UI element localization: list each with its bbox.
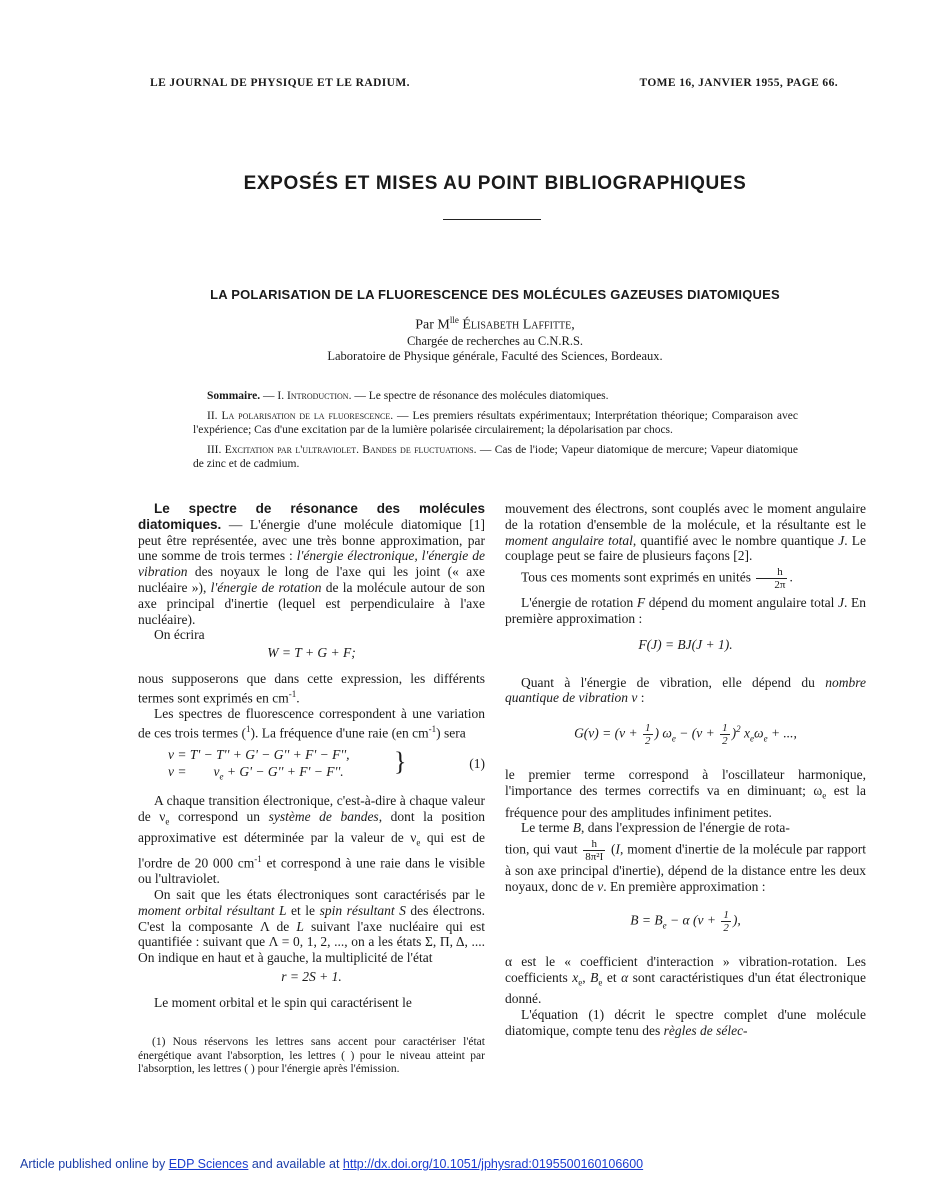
para-moment: Le moment orbital et le spin qui caractérisent le (154, 994, 412, 1010)
journal-name: LE JOURNAL DE PHYSIQUE ET LE RADIUM. (150, 77, 410, 89)
summary-part-2 (193, 409, 798, 437)
equation-b (505, 909, 866, 934)
para-etats-c: des électrons. C'est la composante Λ de (138, 902, 485, 934)
para-etats-b: et le (286, 902, 320, 918)
para-premier-terme (505, 767, 866, 820)
para-rotation-c: . En première approximation : (505, 595, 867, 626)
footnote-mark: (1) (152, 1036, 166, 1048)
para-cm (138, 671, 485, 706)
affiliation (0, 334, 930, 364)
footnote (138, 1036, 485, 1077)
summary-part-3 (193, 443, 798, 471)
footnote-text: Nous réservons les lettres sans accent pour caractériser l'état énergétique avant l'absorption, les lettres ( ) pour le niveau atteint par l'absorption, les lettres ( ) pour l'énergie après l'émission. (138, 1036, 485, 1075)
para-vibration (505, 675, 866, 707)
equation-multiplicity: r = 2S + 1. (281, 969, 342, 984)
eq5-f: ω (754, 725, 764, 741)
para-premier-terme-b: est la fréquence pour des amplitudes infiniment petites. (505, 783, 866, 820)
para-spectres (138, 706, 485, 741)
right-column (505, 501, 866, 1038)
eq5-sup: 2 (736, 724, 741, 735)
para-etats-em-2: spin résultant S (319, 902, 406, 918)
summary-lead: Sommaire. (207, 390, 261, 402)
para-alpha-em-3: α (621, 969, 629, 985)
para-etats-em-3: L (296, 918, 304, 934)
equation-brace: } (394, 747, 407, 777)
summary-head-2: La polarisation de la fluorescence. (221, 410, 394, 422)
para-alpha-a: α est le « coefficient d'interaction » vibration-rotation. Les coefficients (505, 953, 866, 985)
byline-par: Par M (415, 317, 450, 333)
para-terme-b-em: B (572, 820, 581, 836)
article-title: LA POLARISATION DE LA FLUORESCENCE DES MOLÉCULES GAZEUSES DIATOMIQUES (210, 287, 780, 302)
doi-link[interactable]: http://dx.doi.org/10.1051/jphysrad:0195500160106600 (342, 1157, 644, 1171)
eq5-frac-1 (643, 722, 653, 747)
eq5-a: G(v) = (v + (574, 725, 642, 741)
eq5-c: − (v + (675, 725, 719, 741)
summary-dash: — I. (260, 390, 287, 402)
para-intro-text-c: de la molécule autour de son axe principal d'inertie (lequel est perpendiculaire à l'axe nucléaire). (138, 579, 485, 627)
para-equation-1-em: règles de sélec- (663, 1022, 748, 1038)
para-unites (505, 566, 866, 591)
para-vibration-em: nombre quantique de vibration v (505, 674, 866, 706)
para-alpha-b: , (582, 969, 591, 985)
para-on-ecrira: On écrira (154, 627, 205, 643)
para-unites-text: Tous ces moments sont exprimés en unités (521, 569, 752, 585)
para-couplage-b: , quantifié avec le nombre quantique (632, 532, 839, 548)
para-unites-end: . (789, 569, 793, 585)
affiliation-line-2: Laboratoire de Physique générale, Faculté des Sciences, Bordeaux. (327, 349, 663, 363)
equation-frequency-line-1: ν = T' − T'' + G' − G'' + F' − F'', (168, 747, 350, 763)
para-rotation-em-2: J (837, 595, 844, 611)
author-name: Élisabeth Laffitte, (462, 317, 575, 333)
para-transition (138, 793, 485, 887)
para-transition-c: , dont la position approximative est déterminée par la valeur de ν (138, 808, 485, 846)
para-terme-b (505, 820, 866, 836)
para-rotation-b: dépend du moment angulaire total (645, 595, 838, 611)
affiliation-line-1: Chargée de recherches au C.N.R.S. (406, 334, 584, 348)
para-terme-b-em-3: v (597, 878, 604, 894)
eq6-frac-den: 2 (723, 921, 729, 934)
para-cm-text: nous supposerons que dans cette expression, les différents termes sont exprimés en cm (138, 670, 485, 706)
eq5-d: ) (731, 725, 737, 741)
para-etats (138, 887, 485, 966)
para-alpha (505, 954, 866, 1007)
para-equation-1-a: L'équation (1) décrit le spectre complet d'une molécule diatomique, compte tenu des (505, 1006, 866, 1038)
eq6-c: ), (732, 912, 741, 928)
para-couplage-em: moment angulaire total (505, 532, 633, 548)
fraction-h-2pi-den: 2π (774, 579, 786, 592)
eq5-frac-1-num: 1 (645, 722, 651, 735)
eq6-frac-num: 1 (723, 908, 729, 921)
summary-text-2: — Les premiers résultats expérimentaux; Interprétation théorique; Comparaison avec l'expérience; Cas d'une excitation par de la lumière polarisée circulairement; la dépolarisation par chocs. (193, 410, 798, 436)
eq5-frac-2-den: 2 (722, 735, 728, 748)
eq6-a: B = B (630, 912, 663, 928)
para-alpha-sub-1: e (578, 977, 583, 988)
title-rule (443, 219, 541, 220)
para-intro-em-2: l'énergie de rotation (210, 579, 322, 595)
para-terme-b-a: Le terme (521, 820, 573, 836)
para-rotation (505, 595, 866, 627)
equation-rotation: F(J) = BJ(J + 1). (638, 636, 733, 652)
eq-nu-e-sub: e (219, 771, 224, 782)
eq6-sub: e (662, 920, 667, 930)
para-intro-text-b: des noyaux le long de l'axe qui les joint (« axe nucléaire »), (138, 564, 485, 595)
para-couplage-a: mouvement des électrons, sont couplés avec le moment angulaire de la rotation d'ensemble de la molécule, et la résultante est le (505, 501, 866, 532)
eq-nu-e: ν = ν (168, 764, 220, 780)
left-column (138, 501, 485, 1011)
para-terme-b-e: , moment d'inertie de la molécule par rapport à son axe principal d'inertie), dépend de la distance entre les deux noyaux, donc de (505, 841, 867, 894)
para-transition-d: qui est de l'ordre de 20 000 cm (138, 830, 485, 871)
summary-num-3: III. (207, 444, 225, 456)
summary-text-3: — Cas de l'iode; Vapeur diatomique de mercure; Vapeur diatomique de zinc et de cadmium. (193, 444, 798, 470)
eq5-g: + ..., (767, 725, 797, 741)
equation-vibration (505, 722, 866, 747)
footer-pre: Article published online by (20, 1157, 169, 1171)
para-alpha-em-1: x (572, 969, 579, 985)
para-transition-em: système de bandes (268, 808, 379, 824)
para-cm-sup: -1 (288, 688, 297, 699)
para-spectres-a: Les spectres de fluorescence correspondent à une variation de ces trois termes ( (138, 706, 485, 741)
para-etats-em-1: moment orbital résultant L (138, 902, 287, 918)
para-alpha-em-2: B (590, 969, 599, 985)
para-cm-end: . (296, 690, 300, 706)
eq5-e: x (740, 725, 751, 741)
edp-sciences-link[interactable]: EDP Sciences (168, 1157, 249, 1171)
para-etats-a: On sait que les états électroniques sont caractérisés par le (154, 887, 485, 903)
eq5-frac-2 (720, 722, 730, 747)
fraction-h-2pi (756, 566, 787, 591)
para-spectres-c: ) sera (436, 725, 466, 741)
eq6-frac (721, 909, 731, 934)
fraction-h-2pi-num: h (756, 566, 787, 579)
equation-frequency-line-2 (168, 764, 344, 785)
para-intro-em-1: l'énergie électronique, l'énergie de vibration (138, 548, 486, 580)
eq-nu-e-rest: + G' − G'' + F' − F''. (223, 764, 344, 780)
para-alpha-c: et (602, 969, 622, 985)
byline-mlle-sup: lle (449, 315, 459, 325)
summary-head-1: Introduction. (286, 390, 352, 402)
fraction-h-8pi2i (583, 838, 605, 863)
byline (0, 315, 930, 334)
equation-energy: W = T + G + F; (267, 645, 356, 661)
para-rotation-a: L'énergie de rotation (521, 595, 637, 611)
footer-mid: and available at (248, 1157, 343, 1171)
eq5-frac-2-num: 1 (722, 722, 728, 735)
para-premier-terme-a: le premier terme correspond à l'oscillateur harmonique, l'importance des termes correctifs va en diminuant; ω (505, 767, 866, 799)
para-terme-b-c: tion, qui vaut (505, 841, 578, 857)
para-transition-sub: e (165, 816, 170, 827)
eq5-sub-1: e (671, 733, 676, 744)
eq5-sub-3: e (763, 733, 768, 744)
fraction-h-8pi2i-den: 8π²I (585, 851, 604, 864)
eq5-sub-2: e (750, 733, 755, 744)
para-terme-b-b: , dans l'expression de l'énergie de rota- (580, 820, 790, 836)
para-couplage-em-2: J (838, 532, 845, 548)
para-terme-b-f: . En première approximation : (603, 878, 766, 894)
para-transition-a: A chaque transition électronique, c'est-à-dire à chaque valeur de ν (138, 793, 485, 824)
summary-part-1 (193, 389, 798, 403)
para-vibration-a: Quant à l'énergie de vibration, elle dépend du (521, 674, 826, 690)
summary-num-2: II. (207, 410, 222, 422)
para-etats-d: suivant l'axe nucléaire qui est quantifiée : suivant que Λ = 0, 1, 2, ..., on a les états Σ, Π, Δ, .... On indique en haut et à gauche, la multiplicité de l'état (138, 918, 485, 966)
para-spectres-b: ). La fréquence d'une raie (en cm (250, 725, 429, 741)
para-rotation-em-1: F (636, 595, 646, 611)
para-terme-b-d: ( (607, 841, 616, 857)
equation-frequency (138, 745, 485, 783)
eq6-b: − α (v + (666, 912, 720, 928)
para-transition-b: correspond un (169, 808, 269, 824)
para-terme-b-em-2: I (615, 841, 621, 857)
para-transition-sub-2: e (416, 838, 421, 849)
eq5-b: ) ω (654, 725, 672, 741)
para-alpha-d: sont caractéristiques d'un état électronique donné. (505, 969, 866, 1007)
para-transition-e: et correspond à une raie dans le visible ou l'ultraviolet. (138, 855, 485, 887)
para-equation-1 (505, 1007, 866, 1039)
para-terme-b-cont (505, 838, 866, 895)
publication-footer (20, 1157, 643, 1171)
issue-info: TOME 16, JANVIER 1955, PAGE 66. (639, 77, 838, 89)
equation-number: (1) (469, 756, 485, 772)
para-vibration-b: : (637, 690, 645, 706)
summary-head-3: Excitation par l'ultraviolet. Bandes de fluctuations. (224, 444, 477, 456)
para-couplage (505, 501, 866, 564)
para-couplage-c: . Le couplage peut se faire de plusieurs façons [2]. (505, 532, 866, 564)
eq5-frac-1-den: 2 (645, 735, 651, 748)
para-intro-text-a: — L'énergie d'une molécule diatomique [1] peut être représentée, avec une très bonne approximation, par une somme de trois termes : (138, 516, 485, 564)
summary (193, 389, 798, 477)
para-spectres-sup: -1 (428, 723, 437, 734)
para-transition-sup: -1 (254, 853, 262, 864)
summary-text-1: — Le spectre de résonance des molécules diatomiques. (351, 390, 609, 402)
fraction-h-8pi2i-num: h (583, 838, 605, 851)
footnote-ref[interactable]: 1 (245, 723, 251, 734)
section-title: EXPOSÉS ET MISES AU POINT BIBLIOGRAPHIQUES (243, 173, 747, 194)
para-premier-terme-sub: e (822, 790, 827, 801)
section-heading: Le spectre de résonance des molécules diatomiques. (138, 501, 485, 532)
para-alpha-sub-2: e (598, 977, 603, 988)
para-intro (138, 501, 485, 627)
